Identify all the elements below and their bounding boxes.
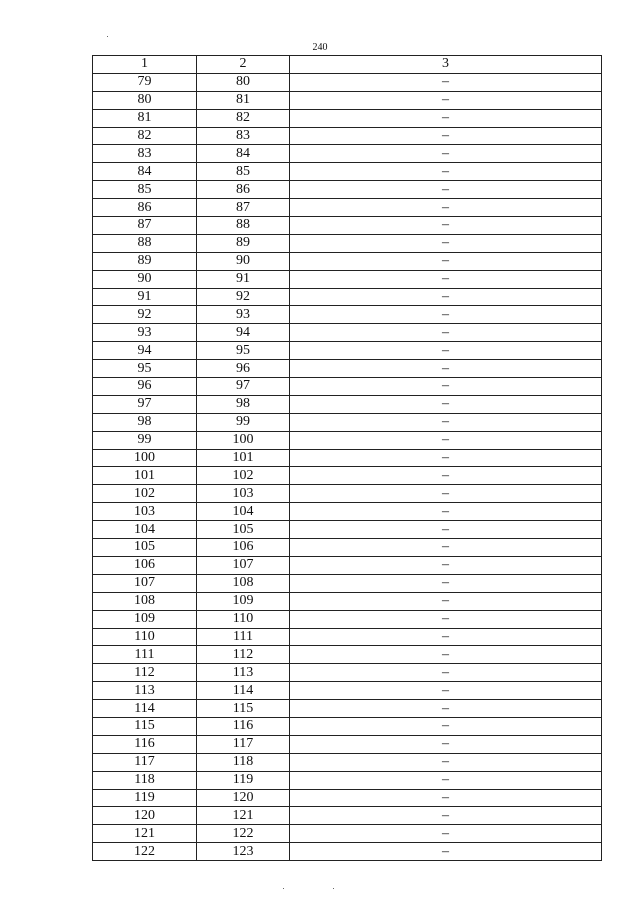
table-cell-col1: 81 [93, 109, 197, 127]
column-header-3: 3 [290, 56, 602, 74]
table-cell-col1: 103 [93, 503, 197, 521]
table-cell-col2: 96 [197, 360, 290, 378]
table-row [93, 234, 602, 252]
table-row [93, 431, 602, 449]
table-cell-col2: 95 [197, 342, 290, 360]
table-cell-col2: 84 [197, 145, 290, 163]
header-row [93, 56, 602, 74]
table-cell-col1: 97 [93, 395, 197, 413]
table-row [93, 592, 602, 610]
table-cell-col3: – [290, 145, 602, 163]
table-cell-col2: 116 [197, 717, 290, 735]
table-cell-col1: 121 [93, 825, 197, 843]
table-row [93, 163, 602, 181]
table-row [93, 413, 602, 431]
table-cell-col2: 98 [197, 395, 290, 413]
table-row [93, 467, 602, 485]
table-cell-col1: 116 [93, 735, 197, 753]
table-cell-col3: – [290, 181, 602, 199]
table-cell-col1: 117 [93, 753, 197, 771]
table-cell-col2: 112 [197, 646, 290, 664]
table-cell-col1: 101 [93, 467, 197, 485]
table-cell-col2: 111 [197, 628, 290, 646]
scan-speck [107, 36, 108, 37]
table-row [93, 378, 602, 396]
table-cell-col3: – [290, 700, 602, 718]
table-cell-col3: – [290, 592, 602, 610]
table-cell-col2: 82 [197, 109, 290, 127]
table-cell-col1: 100 [93, 449, 197, 467]
table-row [93, 646, 602, 664]
table-cell-col3: – [290, 413, 602, 431]
table-cell-col3: – [290, 270, 602, 288]
table-row [93, 449, 602, 467]
table-cell-col3: – [290, 342, 602, 360]
table-cell-col3: – [290, 467, 602, 485]
scan-speck [333, 888, 334, 889]
table-cell-col3: – [290, 717, 602, 735]
table-row [93, 717, 602, 735]
data-table [92, 55, 602, 861]
table-row [93, 91, 602, 109]
table-cell-col2: 120 [197, 789, 290, 807]
table-cell-col3: – [290, 199, 602, 217]
table-cell-col1: 96 [93, 378, 197, 396]
table-row [93, 360, 602, 378]
table-cell-col3: – [290, 574, 602, 592]
table-cell-col3: – [290, 449, 602, 467]
table-cell-col3: – [290, 610, 602, 628]
table-row [93, 539, 602, 557]
table-row [93, 789, 602, 807]
table-cell-col3: – [290, 753, 602, 771]
table-cell-col2: 105 [197, 521, 290, 539]
table-cell-col2: 107 [197, 556, 290, 574]
table-cell-col3: – [290, 395, 602, 413]
table-cell-col3: – [290, 431, 602, 449]
table-row [93, 825, 602, 843]
table-row [93, 109, 602, 127]
table-row [93, 342, 602, 360]
table-cell-col3: – [290, 503, 602, 521]
table-cell-col2: 102 [197, 467, 290, 485]
table-cell-col1: 82 [93, 127, 197, 145]
table-row [93, 664, 602, 682]
table-cell-col1: 120 [93, 807, 197, 825]
table-cell-col2: 94 [197, 324, 290, 342]
column-header-1: 1 [93, 56, 197, 74]
table-cell-col3: – [290, 539, 602, 557]
table-header [93, 56, 602, 74]
table-row [93, 145, 602, 163]
table-cell-col2: 121 [197, 807, 290, 825]
table-cell-col1: 86 [93, 199, 197, 217]
table-cell-col1: 99 [93, 431, 197, 449]
table-cell-col2: 89 [197, 234, 290, 252]
page-number: 240 [312, 42, 328, 53]
table-cell-col1: 88 [93, 234, 197, 252]
table-row [93, 628, 602, 646]
table-cell-col1: 80 [93, 91, 197, 109]
table-cell-col2: 114 [197, 682, 290, 700]
table-cell-col2: 93 [197, 306, 290, 324]
table-cell-col2: 101 [197, 449, 290, 467]
table-row [93, 556, 602, 574]
table-cell-col1: 106 [93, 556, 197, 574]
table-cell-col2: 119 [197, 771, 290, 789]
table-cell-col2: 92 [197, 288, 290, 306]
table-cell-col3: – [290, 252, 602, 270]
table-cell-col3: – [290, 646, 602, 664]
table-cell-col1: 87 [93, 217, 197, 235]
table-cell-col1: 79 [93, 73, 197, 91]
table-cell-col1: 111 [93, 646, 197, 664]
table-cell-col1: 89 [93, 252, 197, 270]
table-row [93, 521, 602, 539]
table-body [93, 73, 602, 860]
table-cell-col3: – [290, 825, 602, 843]
table-cell-col2: 103 [197, 485, 290, 503]
table-row [93, 217, 602, 235]
table-cell-col2: 113 [197, 664, 290, 682]
table-cell-col2: 86 [197, 181, 290, 199]
table-cell-col2: 87 [197, 199, 290, 217]
table-cell-col1: 107 [93, 574, 197, 592]
table-cell-col1: 92 [93, 306, 197, 324]
table-cell-col1: 105 [93, 539, 197, 557]
table-cell-col1: 114 [93, 700, 197, 718]
table-row [93, 485, 602, 503]
table-row [93, 73, 602, 91]
table-cell-col1: 112 [93, 664, 197, 682]
table-cell-col3: – [290, 378, 602, 396]
table-cell-col3: – [290, 664, 602, 682]
table-cell-col1: 84 [93, 163, 197, 181]
table-row [93, 199, 602, 217]
table-row [93, 771, 602, 789]
table-cell-col1: 110 [93, 628, 197, 646]
table-row [93, 843, 602, 861]
table-row [93, 252, 602, 270]
table-cell-col3: – [290, 360, 602, 378]
table-row [93, 610, 602, 628]
table-cell-col3: – [290, 682, 602, 700]
table-cell-col3: – [290, 324, 602, 342]
table-cell-col2: 118 [197, 753, 290, 771]
column-header-2: 2 [197, 56, 290, 74]
table-cell-col1: 98 [93, 413, 197, 431]
table-cell-col2: 83 [197, 127, 290, 145]
table-cell-col2: 81 [197, 91, 290, 109]
table-cell-col3: – [290, 234, 602, 252]
table-cell-col1: 102 [93, 485, 197, 503]
table-cell-col3: – [290, 485, 602, 503]
table-cell-col1: 122 [93, 843, 197, 861]
table-row [93, 395, 602, 413]
table-cell-col2: 80 [197, 73, 290, 91]
table-cell-col3: – [290, 288, 602, 306]
table-cell-col2: 97 [197, 378, 290, 396]
table-row [93, 753, 602, 771]
table-cell-col1: 109 [93, 610, 197, 628]
table-cell-col2: 100 [197, 431, 290, 449]
table-cell-col2: 91 [197, 270, 290, 288]
table-row [93, 324, 602, 342]
table-cell-col2: 115 [197, 700, 290, 718]
table-cell-col1: 119 [93, 789, 197, 807]
table-cell-col1: 90 [93, 270, 197, 288]
table-cell-col3: – [290, 771, 602, 789]
table-row [93, 700, 602, 718]
table-cell-col3: – [290, 521, 602, 539]
table-cell-col1: 95 [93, 360, 197, 378]
table-cell-col1: 83 [93, 145, 197, 163]
table-cell-col1: 104 [93, 521, 197, 539]
table-cell-col1: 108 [93, 592, 197, 610]
table-cell-col2: 110 [197, 610, 290, 628]
table-cell-col3: – [290, 217, 602, 235]
table-cell-col1: 91 [93, 288, 197, 306]
table-cell-col3: – [290, 807, 602, 825]
table-cell-col1: 85 [93, 181, 197, 199]
table-cell-col3: – [290, 163, 602, 181]
table-cell-col2: 109 [197, 592, 290, 610]
table-row [93, 735, 602, 753]
table-cell-col2: 106 [197, 539, 290, 557]
table-cell-col2: 88 [197, 217, 290, 235]
table-row [93, 181, 602, 199]
table-cell-col3: – [290, 628, 602, 646]
table-cell-col3: – [290, 556, 602, 574]
table-row [93, 807, 602, 825]
scan-speck [283, 888, 284, 889]
table-cell-col3: – [290, 843, 602, 861]
table-cell-col2: 108 [197, 574, 290, 592]
table-cell-col1: 93 [93, 324, 197, 342]
table-cell-col3: – [290, 306, 602, 324]
table-row [93, 288, 602, 306]
table-cell-col3: – [290, 91, 602, 109]
table-cell-col1: 94 [93, 342, 197, 360]
table-row [93, 127, 602, 145]
table-row [93, 503, 602, 521]
table-cell-col2: 117 [197, 735, 290, 753]
table-row [93, 574, 602, 592]
table-cell-col2: 122 [197, 825, 290, 843]
table-row [93, 306, 602, 324]
table-cell-col3: – [290, 789, 602, 807]
table-cell-col2: 85 [197, 163, 290, 181]
table-cell-col1: 115 [93, 717, 197, 735]
table-cell-col1: 118 [93, 771, 197, 789]
table-cell-col3: – [290, 127, 602, 145]
table-row [93, 682, 602, 700]
table-cell-col3: – [290, 73, 602, 91]
table-cell-col2: 90 [197, 252, 290, 270]
table-row [93, 270, 602, 288]
table-cell-col3: – [290, 735, 602, 753]
table-cell-col2: 123 [197, 843, 290, 861]
table-cell-col1: 113 [93, 682, 197, 700]
table-cell-col3: – [290, 109, 602, 127]
table-cell-col2: 99 [197, 413, 290, 431]
table-cell-col2: 104 [197, 503, 290, 521]
